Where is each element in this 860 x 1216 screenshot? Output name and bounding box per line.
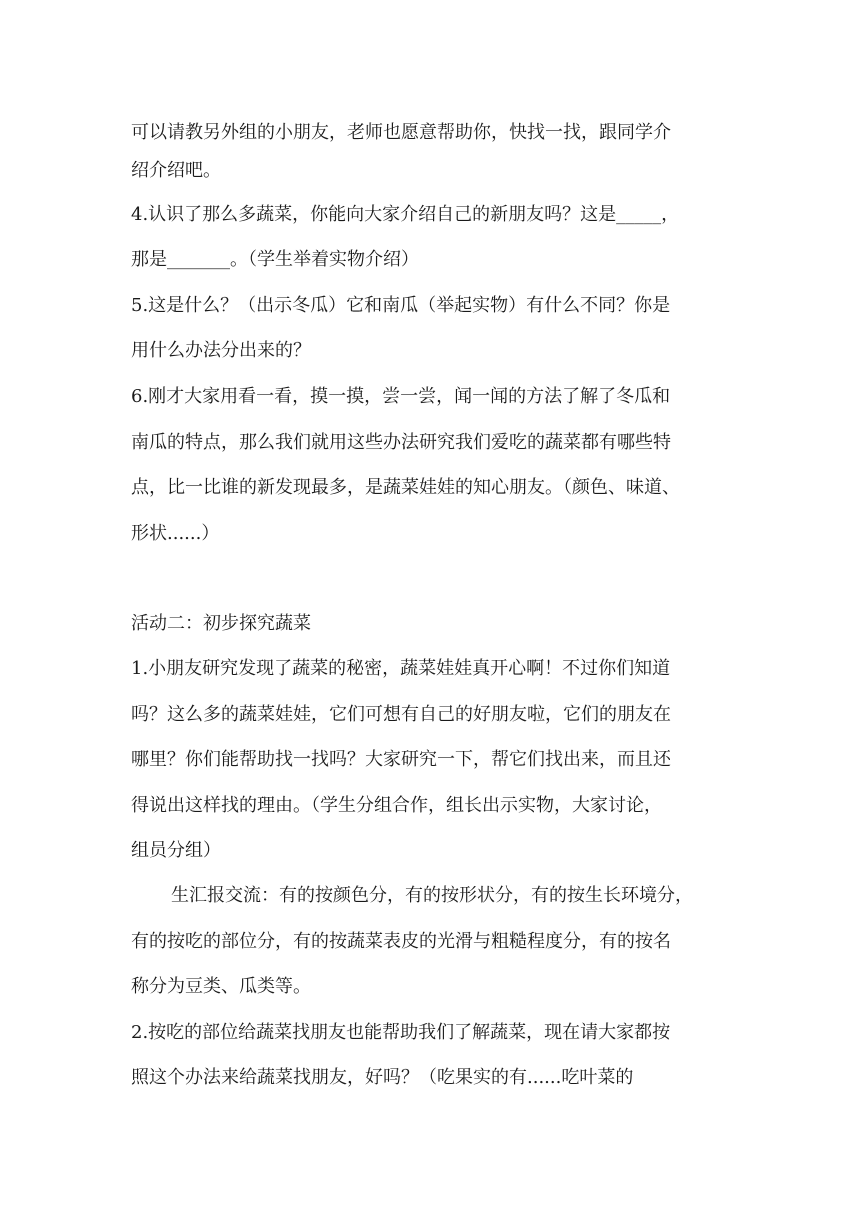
text-line: 组员分组） <box>131 840 221 861</box>
text-line: 绍介绍吧。 <box>131 160 221 181</box>
text-line: 用什么办法分出来的？ <box>131 340 311 361</box>
text-line: 5.这是什么？（出示冬瓜）它和南瓜（举起实物）有什么不同？你是 <box>131 295 671 316</box>
text-line: 哪里？你们能帮助找一找吗？大家研究一下，帮它们找出来，而且还 <box>131 749 671 770</box>
text-line: 得说出这样找的理由。（学生分组合作，组长出示实物，大家讨论， <box>131 795 662 816</box>
section-heading: 活动二：初步探究蔬菜 <box>131 613 311 634</box>
text-line: 那是_______。（学生举着实物介绍） <box>131 249 419 270</box>
text-line: 有的按吃的部位分，有的按蔬菜表皮的光滑与粗糙程度分，有的按名 <box>131 931 671 952</box>
text-line: 称分为豆类、瓜类等。 <box>131 976 311 997</box>
text-line: 吗？这么多的蔬菜娃娃，它们可想有自己的好朋友啦，它们的朋友在 <box>131 704 671 725</box>
text-line: 形状......） <box>131 523 220 544</box>
text-line: 2.按吃的部位给蔬菜找朋友也能帮助我们了解蔬菜，现在请大家都按 <box>131 1022 671 1043</box>
text-line: 6.刚才大家用看一看，摸一摸，尝一尝，闻一闻的方法了解了冬瓜和 <box>131 386 671 407</box>
text-line: 可以请教另外组的小朋友，老师也愿意帮助你，快找一找，跟同学介 <box>131 122 671 143</box>
text-line: 1.小朋友研究发现了蔬菜的秘密，蔬菜娃娃真开心啊！不过你们知道 <box>131 658 671 679</box>
text-line: 点，比一比谁的新发现最多，是蔬菜娃娃的知心朋友。（颜色、味道、 <box>131 477 680 498</box>
text-line: 生汇报交流：有的按颜色分，有的按形状分，有的按生长环境分， <box>171 885 693 906</box>
text-line: 照这个办法来给蔬菜找朋友，好吗？（吃果实的有......吃叶菜的 <box>131 1067 634 1088</box>
text-line: 南瓜的特点，那么我们就用这些办法研究我们爱吃的蔬菜都有哪些特 <box>131 432 671 453</box>
text-line: 4.认识了那么多蔬菜，你能向大家介绍自己的新朋友吗？这是_____， <box>131 204 680 225</box>
